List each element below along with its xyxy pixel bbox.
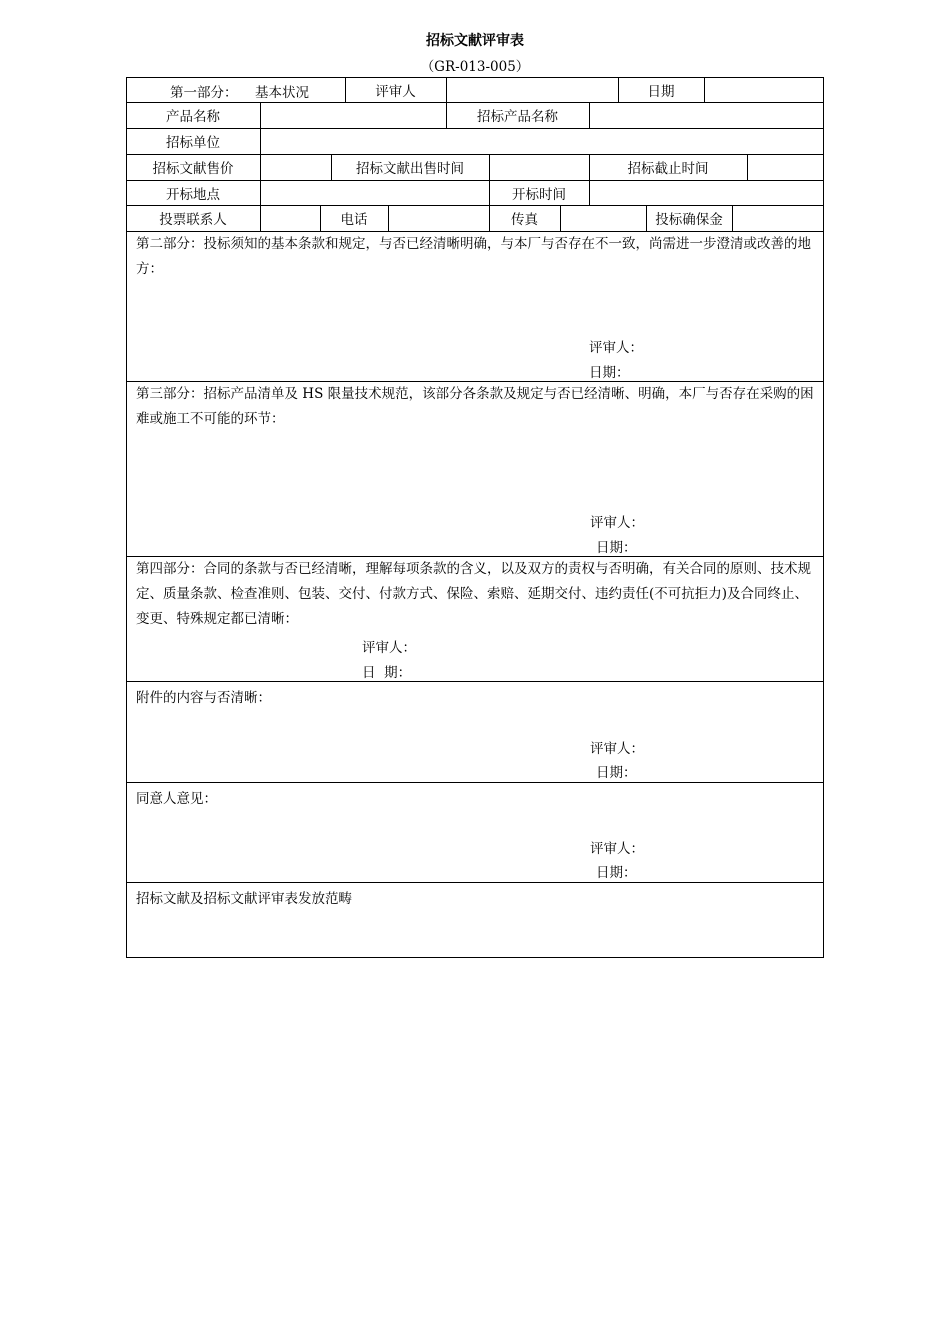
tender-unit-field[interactable]: [261, 129, 823, 154]
bid-deposit-label: 投标确保金: [655, 212, 723, 228]
attachment-text: 附件的内容与否清晰：: [136, 690, 271, 706]
part3-reviewer: 评审人：: [590, 515, 644, 531]
tender-doc-sale-time-field[interactable]: [490, 155, 589, 180]
reviewer-field[interactable]: [446, 78, 618, 102]
tender-product-name-field[interactable]: [590, 103, 823, 128]
row-divider: [126, 681, 824, 682]
fax-label: 传真: [511, 212, 538, 228]
tender-product-name-label: 招标产品名称: [477, 109, 558, 125]
bid-opening-time-field[interactable]: [590, 181, 823, 205]
tender-doc-price-label: 招标文献售价: [152, 161, 234, 177]
phone-label: 电话: [340, 212, 368, 228]
attachment-reviewer: 评审人：: [590, 741, 644, 757]
date-label: 日期: [647, 83, 675, 100]
part3-text: 第三部分：招标产品清单及 HS 限量技术规范，该部分各条款及规定与否已经清晰、明确，本厂与否存在采购的困难或施工不可能的环节：: [136, 386, 814, 427]
part4-date: 日 期：: [362, 665, 412, 681]
reviewer-label: 评审人: [375, 83, 416, 100]
document-code: （GR-013-005）: [420, 59, 530, 75]
phone-field[interactable]: [389, 206, 489, 231]
row-divider: [126, 782, 824, 783]
product-name-field[interactable]: [261, 103, 446, 128]
date-field[interactable]: [704, 78, 823, 102]
tender-deadline-label: 招标截止时间: [627, 161, 709, 177]
part4-text: 第四部分：合同的条款与否已经清晰，理解每项条款的含义，以及双方的责权与否明确，有关合同的原则、技术规定、质量条款、检查准则、包装、交付、付款方式、保险、索赔、延期交付、违约责任(不可抗拒力)及合同终止、变更、特殊规定都已清晰：: [136, 561, 811, 627]
bid-opening-place-label: 开标地点: [166, 186, 220, 203]
document-title: 招标文献评审表: [426, 33, 524, 49]
bid-opening-time-label: 开标时间: [512, 186, 566, 203]
approver-text: 同意人意见：: [136, 791, 217, 807]
approver-date: 日期：: [596, 865, 637, 881]
part4-reviewer: 评审人：: [362, 640, 416, 656]
part3-date: 日期：: [596, 540, 637, 556]
bid-contact-field[interactable]: [261, 206, 320, 231]
bid-contact-label: 投票联系人: [159, 212, 227, 228]
distribution-text: 招标文献及招标文献评审表发放范畴: [136, 891, 352, 907]
part2-reviewer: 评审人：: [589, 340, 643, 356]
row-divider: [126, 882, 824, 883]
bid-opening-place-field[interactable]: [261, 181, 489, 205]
part1-label: 第一部分：: [170, 85, 238, 101]
attachment-date: 日期：: [596, 765, 637, 781]
bid-deposit-field[interactable]: [733, 206, 823, 231]
approver-reviewer: 评审人：: [590, 841, 644, 857]
part1-value: 基本状况: [255, 85, 309, 101]
tender-unit-label: 招标单位: [166, 135, 220, 151]
product-name-label: 产品名称: [166, 109, 220, 125]
part2-text: 第二部分：投标须知的基本条款和规定，与否已经清晰明确，与本厂与否存在不一致，尚需进一步澄清或改善的地方：: [136, 236, 811, 277]
fax-field[interactable]: [561, 206, 646, 231]
part2-date: 日期：: [589, 365, 630, 381]
tender-doc-price-field[interactable]: [261, 155, 331, 180]
tender-doc-sale-time-label: 招标文献出售时间: [356, 161, 464, 177]
tender-deadline-field[interactable]: [748, 155, 823, 180]
